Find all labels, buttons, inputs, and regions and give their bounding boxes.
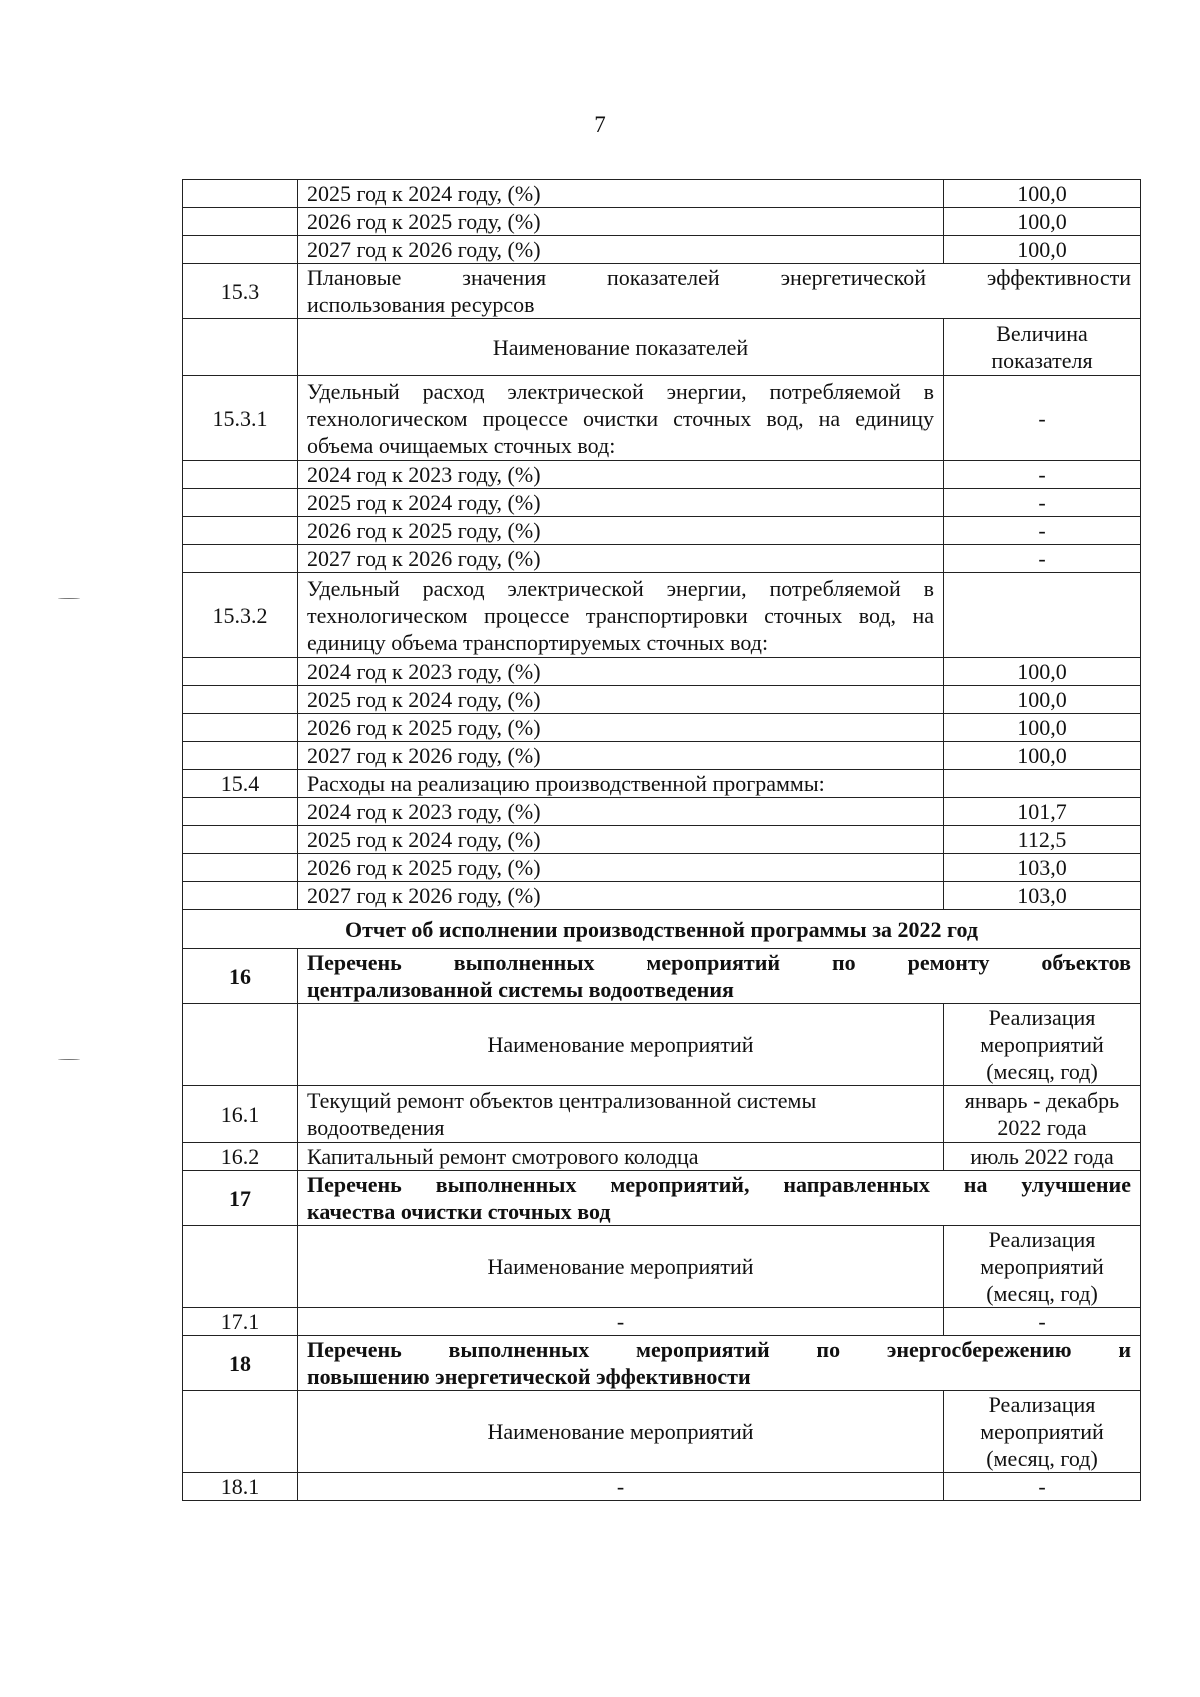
row-label: 2024 год к 2023 году, (%): [298, 461, 944, 489]
activity-row: [183, 1143, 1141, 1171]
row-value: -: [944, 489, 1141, 517]
activity-date: январь - декабрь 2022 года: [944, 1086, 1141, 1143]
row-number-cell: [183, 742, 298, 770]
scan-mark: [58, 598, 80, 599]
row-number-cell: [183, 517, 298, 545]
table-row: [183, 742, 1141, 770]
section-number: 15.3: [183, 264, 298, 319]
row-label: 2027 год к 2026 году, (%): [298, 742, 944, 770]
indicator-text: Удельный расход электрической энергии, потребляемой в технологическом процессе очистки сточных вод, на единицу объема очищаемых сточных вод:: [298, 376, 944, 461]
activity-date: -: [944, 1308, 1141, 1336]
column-header-value: Величина показателя: [944, 319, 1141, 376]
section-header-row: [183, 1336, 1141, 1391]
table-row: [183, 658, 1141, 686]
activity-number: 18.1: [183, 1473, 298, 1501]
row-value: 100,0: [944, 742, 1141, 770]
activity-row: [183, 1086, 1141, 1143]
row-label: 2026 год к 2025 году, (%): [298, 854, 944, 882]
row-value: 103,0: [944, 854, 1141, 882]
section-title-line1: Перечень выполненных мероприятий по ремонту объектов: [307, 950, 1131, 975]
row-number-cell: [183, 236, 298, 264]
row-label: 2027 год к 2026 году, (%): [298, 236, 944, 264]
row-value: 112,5: [944, 826, 1141, 854]
row-value: 100,0: [944, 714, 1141, 742]
table-row: [183, 798, 1141, 826]
row-label: 2025 год к 2024 году, (%): [298, 826, 944, 854]
table-row: [183, 882, 1141, 910]
section-number: 17: [183, 1171, 298, 1226]
indicator-number: 15.3.1: [183, 376, 298, 461]
column-header-value: Реализация мероприятий (месяц, год): [944, 1391, 1141, 1473]
indicator-text: Удельный расход электрической энергии, потребляемой в технологическом процессе транспортировки сточных вод, на единицу объема транспортируемых сточных вод:: [298, 573, 944, 658]
column-header-value: Реализация мероприятий (месяц, год): [944, 1226, 1141, 1308]
section-number: 18: [183, 1336, 298, 1391]
table-row: [183, 489, 1141, 517]
row-number-cell: [183, 882, 298, 910]
row-value: -: [944, 517, 1141, 545]
column-header-name: Наименование мероприятий: [298, 1226, 944, 1308]
section-title-line2: качества очистки сточных вод: [307, 1199, 611, 1224]
row-label: 2026 год к 2025 году, (%): [298, 714, 944, 742]
row-number-cell: [183, 1226, 298, 1308]
row-number-cell: [183, 658, 298, 686]
row-value: 100,0: [944, 658, 1141, 686]
indicator-value: -: [944, 376, 1141, 461]
row-label: 2027 год к 2026 году, (%): [298, 545, 944, 573]
row-label: 2027 год к 2026 году, (%): [298, 882, 944, 910]
table-row: [183, 714, 1141, 742]
indicator-row: [183, 770, 1141, 798]
row-number-cell: [183, 1004, 298, 1086]
row-value: 100,0: [944, 180, 1141, 208]
indicators-table: [182, 179, 1141, 1501]
report-title: Отчет об исполнении производственной программы за 2022 год: [183, 910, 1141, 949]
activity-row: [183, 1473, 1141, 1501]
row-label: 2024 год к 2023 году, (%): [298, 798, 944, 826]
row-label: 2026 год к 2025 году, (%): [298, 208, 944, 236]
table-row: [183, 545, 1141, 573]
row-number-cell: [183, 798, 298, 826]
section-title-line1: Перечень выполненных мероприятий по энергосбережению и: [307, 1337, 1131, 1362]
row-label: 2025 год к 2024 году, (%): [298, 180, 944, 208]
row-value: -: [944, 461, 1141, 489]
row-value: -: [944, 545, 1141, 573]
table-row: [183, 236, 1141, 264]
table-row: [183, 517, 1141, 545]
row-value: 100,0: [944, 236, 1141, 264]
table-row: [183, 826, 1141, 854]
section-title-line2: использования ресурсов: [307, 292, 535, 317]
table-row: [183, 686, 1141, 714]
indicator-number: 15.3.2: [183, 573, 298, 658]
row-number-cell: [183, 461, 298, 489]
column-header-name: Наименование показателей: [298, 319, 944, 376]
section-header-row: [183, 264, 1141, 319]
section-title: [298, 264, 1141, 319]
column-header-row: [183, 1004, 1141, 1086]
activity-date: июль 2022 года: [944, 1143, 1141, 1171]
row-number-cell: [183, 545, 298, 573]
row-label: 2025 год к 2024 году, (%): [298, 686, 944, 714]
row-number-cell: [183, 180, 298, 208]
activity-text: Текущий ремонт объектов централизованной системы водоотведения: [298, 1086, 944, 1143]
activity-text: -: [298, 1473, 944, 1501]
section-title-line1: Плановые значения показателей энергетической эффективности: [307, 265, 1131, 290]
activity-text: Капитальный ремонт смотрового колодца: [298, 1143, 944, 1171]
scan-mark: [58, 1059, 80, 1060]
table-row: [183, 461, 1141, 489]
table-row: [183, 208, 1141, 236]
activity-row: [183, 1308, 1141, 1336]
activity-text: -: [298, 1308, 944, 1336]
section-title-line2: централизованной системы водоотведения: [307, 977, 734, 1002]
activity-number: 16.2: [183, 1143, 298, 1171]
row-number-cell: [183, 854, 298, 882]
section-title-line2: повышению энергетической эффективности: [307, 1364, 751, 1389]
indicator-row: [183, 376, 1141, 461]
report-title-row: [183, 910, 1141, 949]
row-value: 101,7: [944, 798, 1141, 826]
column-header-row: [183, 1226, 1141, 1308]
row-label: 2026 год к 2025 году, (%): [298, 517, 944, 545]
section-title-line1: Перечень выполненных мероприятий, направленных на улучшение: [307, 1172, 1131, 1197]
activity-date: -: [944, 1473, 1141, 1501]
indicator-value: [944, 770, 1141, 798]
section-number: 16: [183, 949, 298, 1004]
row-value: 100,0: [944, 686, 1141, 714]
indicator-text: Расходы на реализацию производственной программы:: [298, 770, 944, 798]
row-value: 103,0: [944, 882, 1141, 910]
indicator-row: [183, 573, 1141, 658]
section-header-row: [183, 949, 1141, 1004]
row-number-cell: [183, 826, 298, 854]
row-number-cell: [183, 686, 298, 714]
activity-number: 17.1: [183, 1308, 298, 1336]
row-number-cell: [183, 714, 298, 742]
activity-number: 16.1: [183, 1086, 298, 1143]
row-value: 100,0: [944, 208, 1141, 236]
row-number-cell: [183, 489, 298, 517]
row-number-cell: [183, 319, 298, 376]
column-header-row: [183, 1391, 1141, 1473]
section-title: [298, 949, 1141, 1004]
column-header-name: Наименование мероприятий: [298, 1004, 944, 1086]
table-row: [183, 854, 1141, 882]
table-row: [183, 180, 1141, 208]
indicator-value: [944, 573, 1141, 658]
row-label: 2025 год к 2024 году, (%): [298, 489, 944, 517]
section-title: [298, 1171, 1141, 1226]
row-label: 2024 год к 2023 году, (%): [298, 658, 944, 686]
column-header-value: Реализация мероприятий (месяц, год): [944, 1004, 1141, 1086]
section-title: [298, 1336, 1141, 1391]
column-header-row: [183, 319, 1141, 376]
row-number-cell: [183, 208, 298, 236]
page-number: 7: [594, 112, 606, 137]
row-number-cell: [183, 1391, 298, 1473]
section-header-row: [183, 1171, 1141, 1226]
indicator-number: 15.4: [183, 770, 298, 798]
column-header-name: Наименование мероприятий: [298, 1391, 944, 1473]
